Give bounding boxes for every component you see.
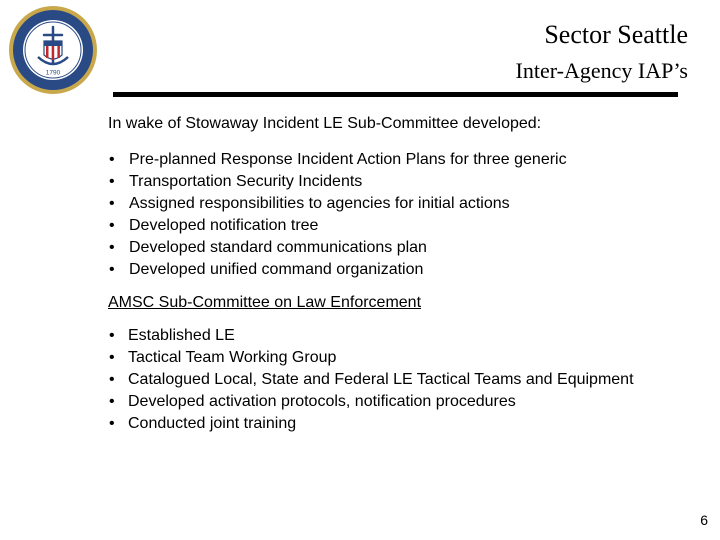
list-item: • Tactical Team Working Group (108, 347, 668, 369)
list-item: • Transportation Security Incidents (108, 171, 668, 193)
list-item: • Developed unified command organization (108, 259, 668, 281)
coast-guard-seal (8, 5, 98, 95)
section-heading: AMSC Sub-Committee on Law Enforcement (108, 294, 422, 311)
list-item: • Established LE (108, 325, 668, 347)
list-item: • Conducted joint training (108, 413, 668, 435)
stowaway-actions-list (108, 149, 668, 281)
amsc-actions-list (108, 325, 668, 435)
page-number: 6 (700, 512, 708, 528)
slide-title: Sector Seattle (544, 20, 688, 49)
list-item: • Developed standard communications plan (108, 237, 668, 259)
list-item: • Assigned responsibilities to agencies for initial actions (108, 193, 668, 215)
slide-subtitle: Inter-Agency IAP’s (515, 58, 688, 83)
list-item: • Catalogued Local, State and Federal LE Tactical Teams and Equipment (108, 369, 668, 391)
intro-text: In wake of Stowaway Incident LE Sub-Committee developed: (108, 115, 542, 132)
list-item: • Developed notification tree (108, 215, 668, 237)
list-item: • Developed activation protocols, notification procedures (108, 391, 668, 413)
title-divider (113, 92, 678, 97)
seal-year: 1790 (45, 69, 61, 77)
list-item: • Pre-planned Response Incident Action Plans for three generic (108, 149, 668, 171)
slide-body (108, 114, 668, 435)
